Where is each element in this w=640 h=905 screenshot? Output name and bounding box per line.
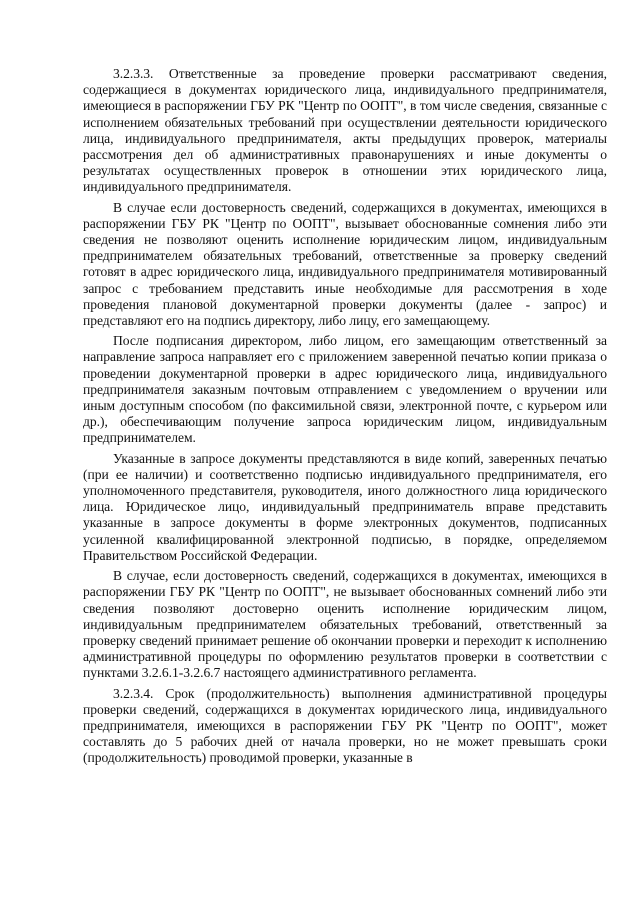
paragraph-doubt-request: В случае если достоверность сведений, содержащихся в документах, имеющихся в распоряжении ГБУ РК "Центр по ООПТ", вызывает обоснованные сомнения либо эти сведения не позволяют оценить исполнение юридическим лицом, индивидуальным предпринимателем обязательных требований, ответственные за проверку сведений готовят в адрес юридического лица, индивидуального предпринимателя мотивированный запрос с требованием представить иные необходимые для рассмотрения в ходе проведения плановой документарной проверки документы (далее - запрос) и представляют его на подпись директору, либо лицу, его замещающему.	[83, 199, 607, 329]
paragraph-no-doubt-decision: В случае, если достоверность сведений, содержащихся в документах, имеющихся в распоряжении ГБУ РК "Центр по ООПТ", не вызывает обоснованных сомнений либо эти сведения позволяют достоверно оценить исполнение юридическим лицом, индивидуальным предпринимателем обязательных требований, ответственный за проверку сведений принимает решение об окончании проверки и переходит к исполнению административной процедуры по оформлению результатов проверки в соответствии с пунктами 3.2.6.1-3.2.6.7 настоящего административного регламента.	[83, 568, 607, 681]
document-page	[83, 66, 607, 771]
paragraph-request-sending: После подписания директором, либо лицом, его замещающим ответственный за направление запроса направляет его с приложением заверенной печатью копии приказа о проведении документарной проверки в адрес юридического лица, индивидуального предпринимателя заказным почтовым отправлением с уведомлением о вручении или иным доступным способом (по факсимильной связи, электронной почте, с курьером или др.), обеспечивающим получение запроса юридическим лицом, индивидуальным предпринимателем.	[83, 333, 607, 446]
paragraph-3-2-3-4: 3.2.3.4. Срок (продолжительность) выполнения административной процедуры проверки сведений, содержащихся в документах юридического лица, индивидуального предпринимателя, имеющихся в распоряжении ГБУ РК "Центр по ООПТ", может составлять до 5 рабочих дней от начала проверки, но не может превышать сроки (продолжительность) проводимой проверки, указанные в	[83, 685, 607, 766]
paragraph-3-2-3-3: 3.2.3.3. Ответственные за проведение проверки рассматривают сведения, содержащиеся в документах юридического лица, индивидуального предпринимателя, имеющиеся в распоряжении ГБУ РК "Центр по ООПТ", в том числе сведения, связанные с исполнением обязательных требований при осуществлении деятельности юридического лица, индивидуального предпринимателя, акты предыдущих проверок, материалы рассмотрения дел об административных правонарушениях и иные документы о результатах осуществленных проверок в отношении этих юридического лица, индивидуального предпринимателя.	[83, 66, 607, 195]
paragraph-documents-form: Указанные в запросе документы представляются в виде копий, заверенных печатью (при ее наличии) и соответственно подписью индивидуального предпринимателя, его уполномоченного представителя, руководителя, иного должностного лица юридического лица. Юридическое лицо, индивидуальный предприниматель вправе представить указанные в запросе документы в форме электронных документов, подписанных усиленной квалифицированной электронной подписью, в порядке, определяемом Правительством Российской Федерации.	[83, 450, 607, 563]
